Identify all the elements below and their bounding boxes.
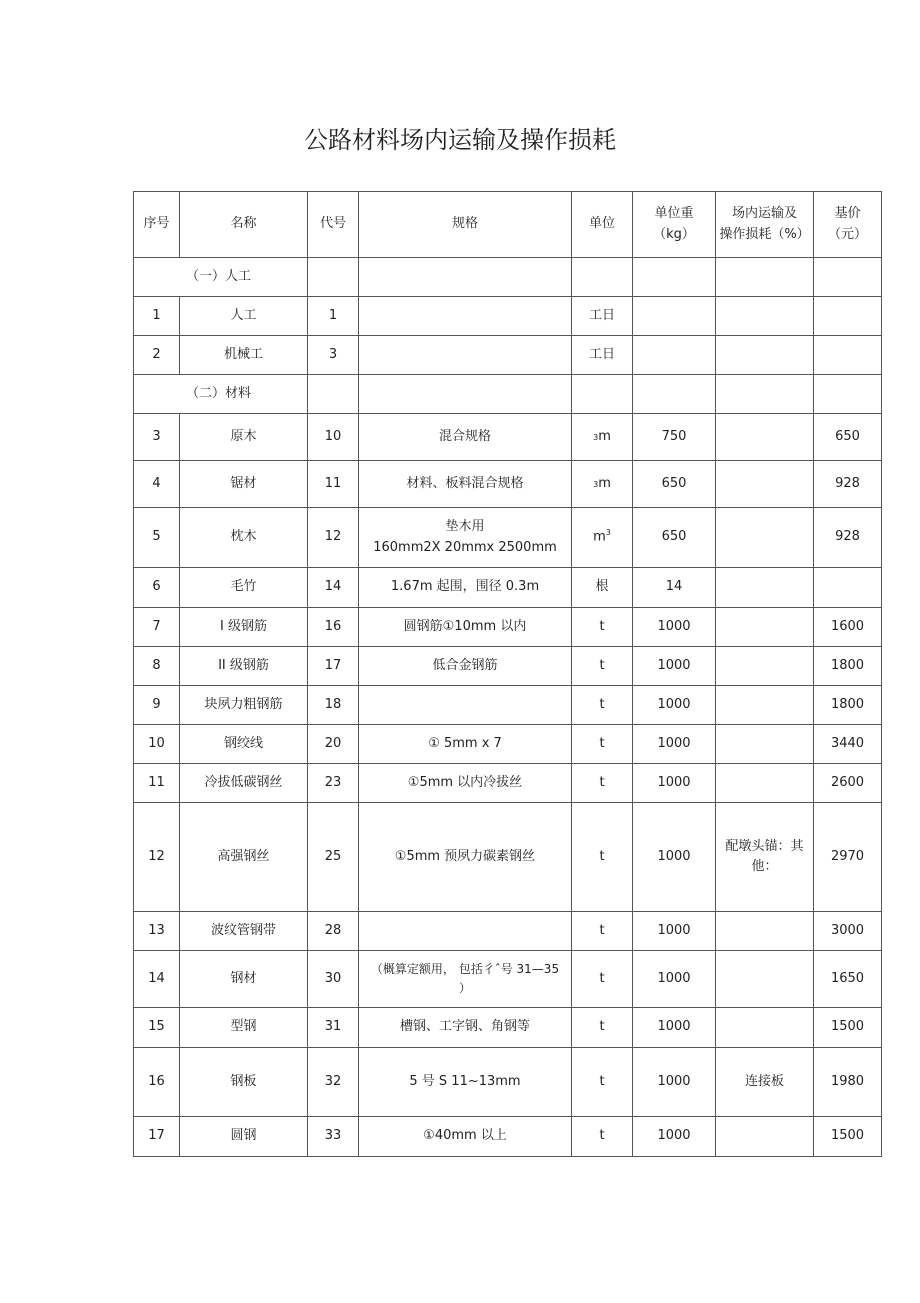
cell-loss xyxy=(716,764,814,803)
section-label-material: （二）材料 xyxy=(134,375,308,414)
cell-name: I 级钢筋 xyxy=(180,608,308,647)
cell-spec: 1.67m 起围，围径 0.3m xyxy=(359,568,572,608)
cell-spec: ①5mm 以内冷拔丝 xyxy=(359,764,572,803)
cell-loss xyxy=(716,568,814,608)
cell-unit: 工日 xyxy=(572,297,633,336)
cell-spec-line2: ） xyxy=(458,981,471,995)
cell-weight: 650 xyxy=(633,461,716,508)
cell-name: 原木 xyxy=(180,414,308,461)
cell-seq: 11 xyxy=(134,764,180,803)
table-row xyxy=(134,568,882,608)
cell-loss xyxy=(716,803,814,912)
cell-seq: 5 xyxy=(134,508,180,568)
cell-spec: ① 5mm x 7 xyxy=(359,725,572,764)
cell-weight: 1000 xyxy=(633,912,716,951)
table-row xyxy=(134,912,882,951)
table-row xyxy=(134,1117,882,1157)
header-weight-line2: （kg） xyxy=(653,226,695,242)
header-spec: 规格 xyxy=(359,192,572,258)
cell-spec-line1: 垫木用 xyxy=(445,519,485,535)
cell-price: 1980 xyxy=(814,1048,882,1117)
cell-seq: 14 xyxy=(134,951,180,1008)
table-row xyxy=(134,803,882,912)
cell-loss xyxy=(716,686,814,725)
table-row xyxy=(134,336,882,375)
header-price-line2: （元） xyxy=(827,226,867,242)
cell-name: 冷拔低碳钢丝 xyxy=(180,764,308,803)
cell-seq: 3 xyxy=(134,414,180,461)
cell-price xyxy=(814,336,882,375)
cell-price: 1500 xyxy=(814,1117,882,1157)
cell-name: 高强钢丝 xyxy=(180,803,308,912)
cell-price: 3440 xyxy=(814,725,882,764)
table-row xyxy=(134,951,882,1008)
cell-price: 928 xyxy=(814,461,882,508)
cell-seq: 6 xyxy=(134,568,180,608)
cell-weight: 650 xyxy=(633,508,716,568)
cell-unit: t xyxy=(572,686,633,725)
section-label-labor: （一）人工 xyxy=(134,258,308,297)
cell-code: 18 xyxy=(308,686,359,725)
cell-code: 16 xyxy=(308,608,359,647)
unit-exponent: 3 xyxy=(593,479,599,489)
cell-loss xyxy=(716,608,814,647)
cell-code: 10 xyxy=(308,414,359,461)
cell-loss xyxy=(716,725,814,764)
cell-name: 波纹管钢带 xyxy=(180,912,308,951)
unit-exponent: 3 xyxy=(593,432,599,442)
header-price xyxy=(814,192,882,258)
cell-code: 11 xyxy=(308,461,359,508)
cell-seq: 12 xyxy=(134,803,180,912)
cell-spec: 槽钢、工字钢、角钢等 xyxy=(359,1008,572,1048)
cell-price: 1500 xyxy=(814,1008,882,1048)
table-row xyxy=(134,725,882,764)
cell-loss xyxy=(716,461,814,508)
cell-unit: t xyxy=(572,647,633,686)
cell-seq: 4 xyxy=(134,461,180,508)
cell-weight: 1000 xyxy=(633,725,716,764)
header-loss-line1: 场内运输及 xyxy=(731,206,797,222)
cell-spec: ①40mm 以上 xyxy=(359,1117,572,1157)
cell-unit: 根 xyxy=(572,568,633,608)
table-row xyxy=(134,764,882,803)
cell-name: 机械工 xyxy=(180,336,308,375)
table-row xyxy=(134,608,882,647)
unit-text: m xyxy=(598,475,611,491)
cell-spec: 圆钢筋①10mm 以内 xyxy=(359,608,572,647)
table-row xyxy=(134,686,882,725)
table-row xyxy=(134,297,882,336)
cell-code: 1 xyxy=(308,297,359,336)
cell-code: 14 xyxy=(308,568,359,608)
cell-seq: 2 xyxy=(134,336,180,375)
cell-loss-line2: 他： xyxy=(751,859,778,874)
header-weight-line1: 单位重 xyxy=(654,206,694,222)
cell-seq: 10 xyxy=(134,725,180,764)
table-row xyxy=(134,647,882,686)
cell-price: 1800 xyxy=(814,647,882,686)
cell-unit: t xyxy=(572,725,633,764)
cell-loss xyxy=(716,1008,814,1048)
cell-loss xyxy=(716,1117,814,1157)
unit-superscript: 3 xyxy=(605,528,611,538)
header-name: 名称 xyxy=(180,192,308,258)
cell-code: 12 xyxy=(308,508,359,568)
cell-weight: 750 xyxy=(633,414,716,461)
cell-code: 3 xyxy=(308,336,359,375)
cell-spec xyxy=(359,951,572,1008)
cell-seq: 1 xyxy=(134,297,180,336)
cell-spec: 低合金钢筋 xyxy=(359,647,572,686)
cell-price: 650 xyxy=(814,414,882,461)
table-row xyxy=(134,414,882,461)
cell-price: 1600 xyxy=(814,608,882,647)
cell-loss xyxy=(716,508,814,568)
cell-name: 毛竹 xyxy=(180,568,308,608)
cell-price xyxy=(814,568,882,608)
cell-spec: ①5mm 预夙力碳素钢丝 xyxy=(359,803,572,912)
cell-loss xyxy=(716,336,814,375)
cell-weight: 14 xyxy=(633,568,716,608)
cell-weight: 1000 xyxy=(633,608,716,647)
cell-weight: 1000 xyxy=(633,803,716,912)
cell-code: 23 xyxy=(308,764,359,803)
header-code: 代号 xyxy=(308,192,359,258)
cell-price: 1650 xyxy=(814,951,882,1008)
cell-unit: t xyxy=(572,803,633,912)
cell-unit: t xyxy=(572,1117,633,1157)
cell-loss xyxy=(716,912,814,951)
cell-unit xyxy=(572,461,633,508)
cell-name: 钢板 xyxy=(180,1048,308,1117)
table-row xyxy=(134,508,882,568)
cell-loss xyxy=(716,414,814,461)
cell-spec-line2: 160mm2X 20mmx 2500mm xyxy=(373,539,557,555)
cell-unit xyxy=(572,414,633,461)
cell-unit: 工日 xyxy=(572,336,633,375)
cell-seq: 7 xyxy=(134,608,180,647)
cell-loss xyxy=(716,297,814,336)
cell-code: 25 xyxy=(308,803,359,912)
cell-spec: 材料、板料混合规格 xyxy=(359,461,572,508)
cell-price: 928 xyxy=(814,508,882,568)
cell-name: 钢材 xyxy=(180,951,308,1008)
cell-weight: 1000 xyxy=(633,951,716,1008)
cell-code: 17 xyxy=(308,647,359,686)
cell-price xyxy=(814,297,882,336)
header-loss xyxy=(716,192,814,258)
unit-text: m xyxy=(593,529,606,545)
cell-weight xyxy=(633,336,716,375)
cell-seq: 8 xyxy=(134,647,180,686)
unit-text: m xyxy=(598,428,611,444)
cell-unit: t xyxy=(572,1048,633,1117)
cell-unit: t xyxy=(572,912,633,951)
cell-weight: 1000 xyxy=(633,686,716,725)
cell-seq: 16 xyxy=(134,1048,180,1117)
cell-code: 33 xyxy=(308,1117,359,1157)
cell-loss-line1: 配墩头锚：其 xyxy=(725,838,804,854)
cell-loss xyxy=(716,647,814,686)
cell-code: 28 xyxy=(308,912,359,951)
materials-table xyxy=(133,191,882,1157)
cell-spec xyxy=(359,297,572,336)
cell-spec-line1: （概算定额用， 包括彳ˆ号 31—35 xyxy=(370,962,560,977)
cell-code: 20 xyxy=(308,725,359,764)
cell-name: 圆钢 xyxy=(180,1117,308,1157)
cell-spec: 混合规格 xyxy=(359,414,572,461)
cell-name: 枕木 xyxy=(180,508,308,568)
cell-weight: 1000 xyxy=(633,764,716,803)
cell-code: 31 xyxy=(308,1008,359,1048)
cell-spec xyxy=(359,686,572,725)
section-row-material xyxy=(134,375,882,414)
cell-loss xyxy=(716,951,814,1008)
section-row-labor xyxy=(134,258,882,297)
cell-name: 锯材 xyxy=(180,461,308,508)
cell-spec: 5 号 S 11~13mm xyxy=(359,1048,572,1117)
table-row xyxy=(134,1048,882,1117)
header-row xyxy=(134,192,882,258)
cell-weight: 1000 xyxy=(633,1048,716,1117)
cell-price: 3000 xyxy=(814,912,882,951)
cell-price: 1800 xyxy=(814,686,882,725)
header-loss-line2: 操作损耗（%） xyxy=(719,226,810,242)
cell-seq: 15 xyxy=(134,1008,180,1048)
cell-seq: 13 xyxy=(134,912,180,951)
cell-unit: t xyxy=(572,764,633,803)
cell-name: 块夙力粗钢筋 xyxy=(180,686,308,725)
cell-name: 型钢 xyxy=(180,1008,308,1048)
cell-unit: t xyxy=(572,951,633,1008)
cell-spec xyxy=(359,336,572,375)
cell-name: 钢绞线 xyxy=(180,725,308,764)
cell-unit: t xyxy=(572,608,633,647)
cell-weight xyxy=(633,297,716,336)
cell-code: 30 xyxy=(308,951,359,1008)
cell-seq: 9 xyxy=(134,686,180,725)
cell-price: 2970 xyxy=(814,803,882,912)
document-title: 公路材料场内运输及操作损耗 xyxy=(304,126,616,154)
cell-price: 2600 xyxy=(814,764,882,803)
cell-unit xyxy=(572,508,633,568)
cell-name: II 级钢筋 xyxy=(180,647,308,686)
table-row xyxy=(134,1008,882,1048)
header-unit: 单位 xyxy=(572,192,633,258)
header-weight xyxy=(633,192,716,258)
cell-loss: 连接板 xyxy=(716,1048,814,1117)
table-row xyxy=(134,461,882,508)
cell-weight: 1000 xyxy=(633,647,716,686)
cell-name: 人工 xyxy=(180,297,308,336)
cell-spec xyxy=(359,508,572,568)
cell-weight: 1000 xyxy=(633,1117,716,1157)
cell-seq: 17 xyxy=(134,1117,180,1157)
header-price-line1: 基价 xyxy=(834,206,861,222)
cell-code: 32 xyxy=(308,1048,359,1117)
header-seq: 序号 xyxy=(134,192,180,258)
cell-weight: 1000 xyxy=(633,1008,716,1048)
cell-unit: t xyxy=(572,1008,633,1048)
cell-spec xyxy=(359,912,572,951)
